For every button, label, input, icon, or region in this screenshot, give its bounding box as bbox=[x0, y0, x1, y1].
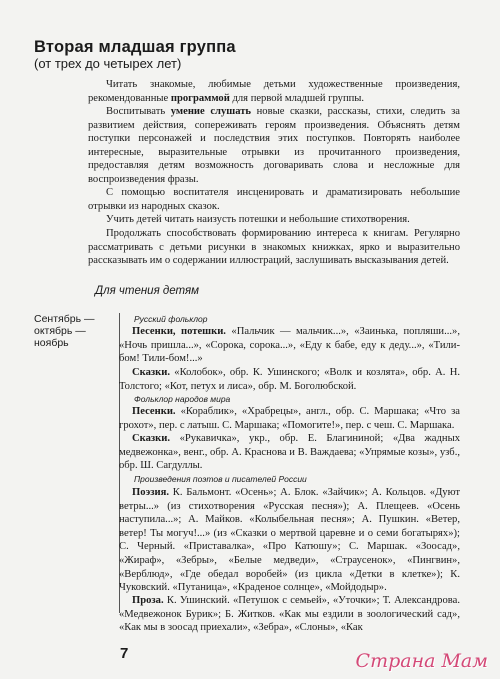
subheading-russian-authors: Произведения поэтов и писателей России bbox=[134, 474, 307, 484]
intro-paragraph-5: Продолжать способствовать формированию интереса к книгам. Регулярно рассматривать с детьми рисунки в знакомых книжках, ярко и выразительно рассказывать им о содержании иллюстраций, заслушивать высказывания детей. bbox=[88, 228, 460, 267]
subheading-world-folklore: Фольклор народов мира bbox=[134, 394, 231, 404]
month-label: Сентябрь — bbox=[34, 313, 95, 325]
world-songs: Песенки. «Кораблик», «Храбрецы», англ., обр. С. Маршака; «Что за грохот», пер. с латыш. С. Маршака; «Помогите!», пер. с чеш. С. Маршака. bbox=[119, 406, 460, 431]
intro-paragraph-1: Читать знакомые, любимые детьми художественные произведения, рекомендованные программой для первой младшей группы. bbox=[88, 79, 460, 104]
month-label: ноябрь bbox=[34, 337, 69, 349]
intro-paragraph-4: Учить детей читать наизусть потешки и небольшие стихотворения. bbox=[106, 214, 410, 225]
authors-poetry: Поэзия. К. Бальмонт. «Осень»; А. Блок. «Зайчик»; А. Кольцов. «Дуют ветры...» (из стихотворения «Русская песня»); А. Плещеев. «Осень наступила...»; А. Майков. «Колыбельная песня»; А. Пушкин. «Ветер, ветер! Ты могуч!...» (из «Сказки о мертвой царевне и о семи богатырях»); С. Черный. «Приставалка», «Про Катюшу»; С. Маршак. «Зоосад», «Жираф», «Зебры», «Белые медведи», «Страусенок», «Пингвин», «Верблюд», «Где обедал воробей» (из цикла «Детки в клетке»); К. Чуковский. «Путаница», «Краденое солнце», «Мойдодыр». bbox=[119, 487, 460, 594]
folklore-tales: Сказки. «Колобок», обр. К. Ушинского; «Волк и козлята», обр. А. Н. Толстого; «Кот, петух и лиса», обр. М. Боголюбской. bbox=[119, 367, 460, 392]
folklore-songs: Песенки, потешки. «Пальчик — мальчик...», «Заинька, попляши...», «Ночь пришла...», «Сорока, сорока...», «Еду к бабе, еду к деду...», «Тили-бом! Тили-бом!...» bbox=[119, 326, 460, 365]
authors-prose: Проза. К. Ушинский. «Петушок с семьей», «Уточки»; Т. Александрова. «Медвежонок Бурик»; Б. Житков. «Как мы ездили в зоологический сад», «Как мы в зоосад приехали», «Зебра», «Слоны», «Как bbox=[119, 595, 460, 634]
page-number: 7 bbox=[120, 645, 129, 662]
page-title: Вторая младшая группа bbox=[34, 38, 236, 56]
month-label: октябрь — bbox=[34, 325, 86, 337]
subheading-russian-folklore: Русский фольклор bbox=[134, 314, 208, 324]
site-watermark: Страна Мам bbox=[355, 650, 488, 672]
page-subtitle: (от трех до четырех лет) bbox=[34, 56, 182, 71]
months-label bbox=[34, 313, 114, 349]
section-heading: Для чтения детям bbox=[95, 285, 200, 297]
intro-paragraph-2: Воспитывать умение слушать новые сказки, рассказы, стихи, следить за развитием действия, сопереживать героям произведения. Объяснять детям поступки персонажей и последствия этих поступков. Повторять наиболее интересные, выразительные отрывки из прочитанного произведения, предоставляя детям возможность договаривать слова и несложные для воспроизведения фразы. bbox=[88, 106, 460, 185]
intro-paragraph-3: С помощью воспитателя инсценировать и драматизировать небольшие отрывки из народных сказок. bbox=[88, 187, 460, 212]
world-tales: Сказки. «Рукавичка», укр., обр. Е. Благининой; «Два жадных медвежонка», венг., обр. А. Краснова и В. Важдаева; «Упрямые козы», узб., обр. Ш. Сагдуллы. bbox=[119, 433, 460, 472]
